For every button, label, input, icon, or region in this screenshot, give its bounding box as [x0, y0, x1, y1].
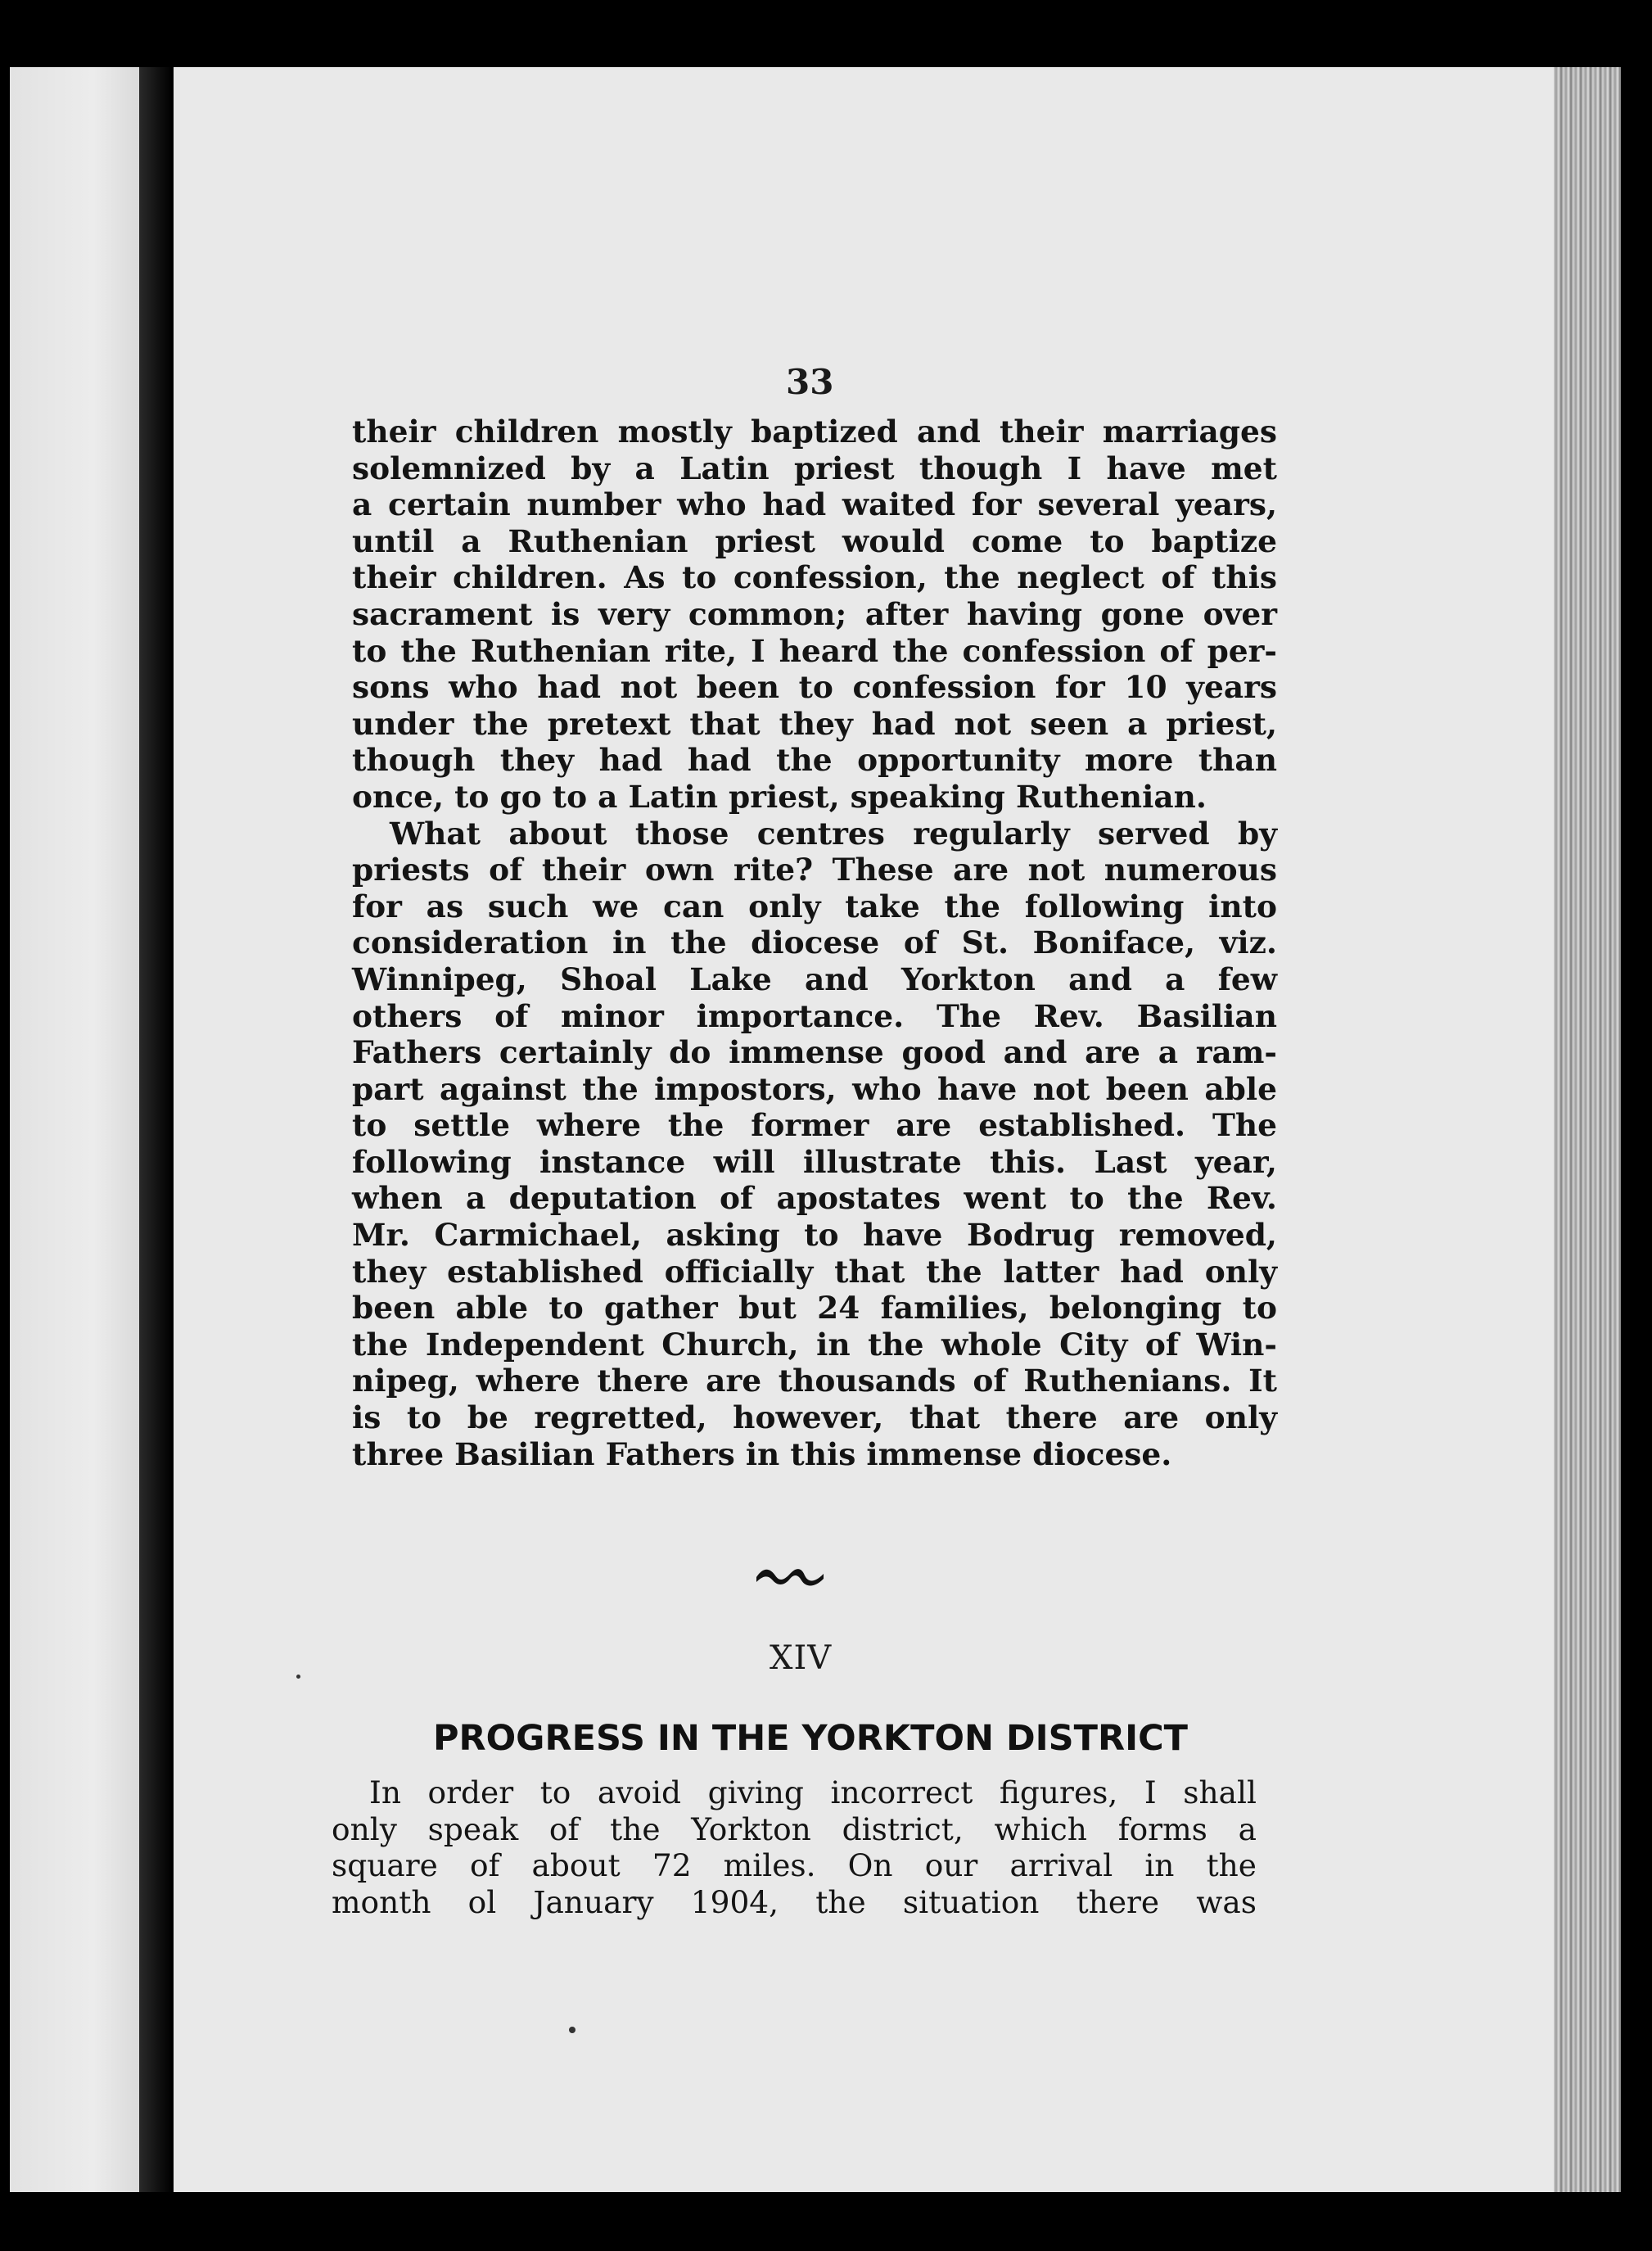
chapter-title: PROGRESS IN THE YORKTON DISTRICT — [433, 1718, 1188, 1759]
text-line: once, to go to a Latin priest, speaking Ruthenian. — [352, 778, 1207, 815]
text-line: consideration in the diocese of St. Boniface, viz. — [352, 924, 1277, 961]
text-line: solemnized by a Latin priest though I have met — [352, 450, 1277, 486]
section-ornament-icon — [753, 1564, 827, 1589]
text-line: What about those centres regularly served by — [390, 815, 1277, 852]
text-line: following instance will illustrate this. Last year, — [352, 1143, 1277, 1180]
paragraph-3 — [332, 1774, 1257, 1920]
text-line: three Basilian Fathers in this immense diocese. — [352, 1435, 1172, 1472]
text-line: when a deputation of apostates went to the Rev. — [352, 1180, 1277, 1217]
text-line: only speak of the Yorkton district, which forms a — [332, 1810, 1257, 1847]
gutter-shadow — [139, 67, 172, 2192]
paragraph-1 — [352, 414, 1277, 816]
text-line: Mr. Carmichael, asking to have Bodrug removed, — [352, 1217, 1277, 1254]
page-stack-edge — [1554, 67, 1621, 2192]
text-line: though they had had the opportunity more than — [352, 742, 1277, 779]
facing-page-edge — [10, 67, 149, 2192]
text-line: is to be regretted, however, that there are only — [352, 1399, 1277, 1436]
text-line: the Independent Church, in the whole City of Win- — [352, 1326, 1277, 1363]
text-line: their children mostly baptized and their marriages — [352, 414, 1277, 450]
text-line: nipeg, where there are thousands of Ruthenians. It — [352, 1363, 1277, 1399]
text-line: under the pretext that they had not seen a priest, — [352, 705, 1277, 742]
page-number: 33 — [786, 362, 834, 402]
text-line: their children. As to confession, the neglect of this — [352, 559, 1277, 596]
text-line: been able to gather but 24 families, belonging to — [352, 1290, 1277, 1327]
text-line: priests of their own rite? These are not numerous — [352, 852, 1277, 888]
text-line: sacrament is very common; after having gone over — [352, 595, 1277, 632]
scan-speck — [569, 2027, 575, 2033]
chapter-number: XIV — [770, 1639, 833, 1677]
text-line: they established officially that the latter had only — [352, 1253, 1277, 1290]
text-line: to the Ruthenian rite, I heard the confession of per- — [352, 632, 1277, 669]
text-line: until a Ruthenian priest would come to baptize — [352, 522, 1277, 559]
text-line: sons who had not been to confession for 10 years — [352, 669, 1277, 706]
text-line: Winnipeg, Shoal Lake and Yorkton and a few — [352, 961, 1277, 997]
text-line: square of about 72 miles. On our arrival in the — [332, 1847, 1257, 1884]
text-line: Fathers certainly do immense good and are a ram- — [352, 1034, 1277, 1071]
text-line: part against the impostors, who have not been able — [352, 1070, 1277, 1107]
text-line: for as such we can only take the following into — [352, 888, 1277, 924]
scan-speck — [296, 1675, 300, 1679]
text-line: a certain number who had waited for several years, — [352, 486, 1277, 523]
text-line: month ol January 1904, the situation there was — [332, 1883, 1257, 1920]
paragraph-2 — [352, 816, 1277, 1473]
text-line: In order to avoid giving incorrect figures, I shall — [369, 1774, 1257, 1810]
text-line: to settle where the former are established. The — [352, 1107, 1277, 1144]
body-text-upper — [352, 414, 1277, 1472]
body-text-lower — [332, 1774, 1257, 1920]
text-line: others of minor importance. The Rev. Basilian — [352, 997, 1277, 1034]
